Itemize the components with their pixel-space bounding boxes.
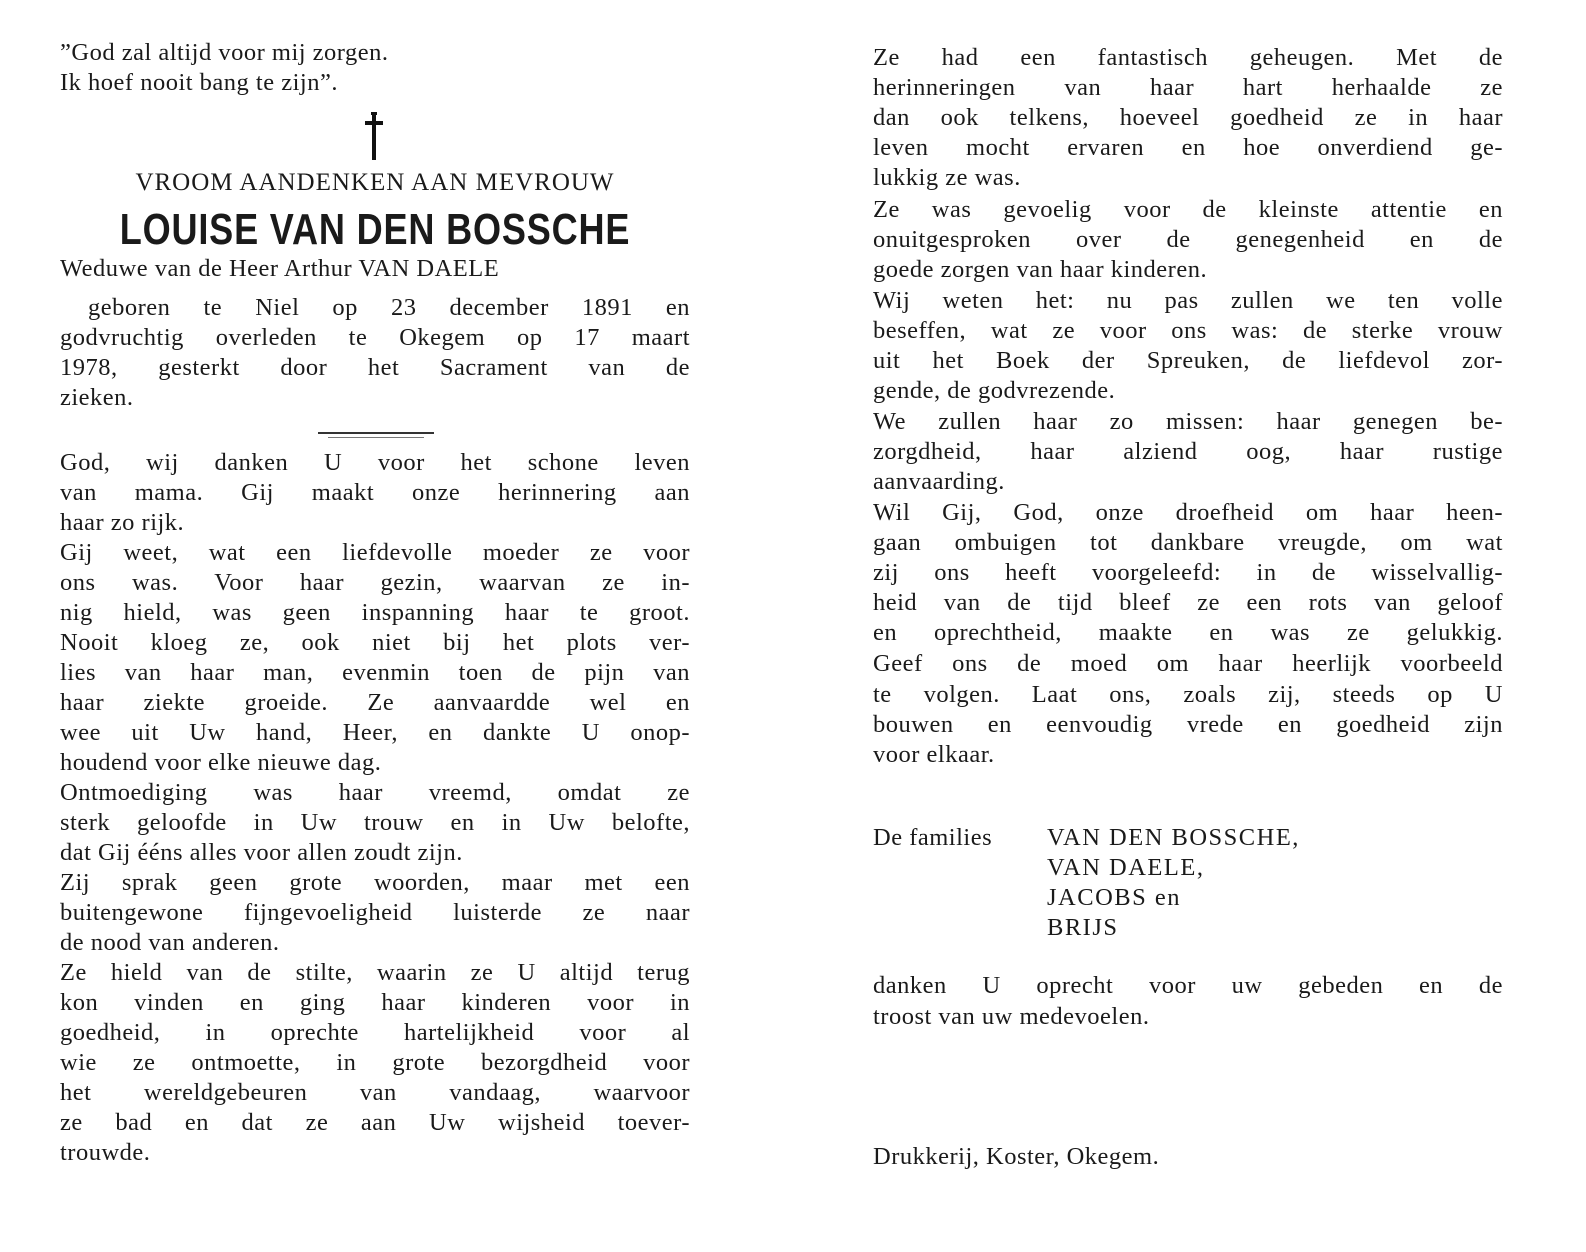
prayer-line: Nooit kloeg ze, ook niet bij het plots ver- [60,629,690,656]
prayer-line: Gij weet, wat een liefdevolle moeder ze voor [60,539,690,566]
text-line: bouwen en eenvoudig vrede en goedheid zijn [873,711,1503,738]
prayer-line: nig hield, was geen inspanning haar te groot. [60,599,690,626]
text-line: leven mocht ervaren en hoe onverdiend ge- [873,134,1503,161]
text-line: lukkig ze was. [873,164,1021,191]
text-line: heid van de tijd bleef ze een rots van geloof [873,589,1503,616]
text-line: gaan ombuigen tot dankbare vreugde, om wat [873,529,1503,556]
thanks-line: troost van uw medevoelen. [873,1003,1150,1030]
motto-line: ”God zal altijd voor mij zorgen. [60,39,389,66]
families-label: De families [873,824,993,851]
family-name: VAN DEN BOSSCHE, [1047,824,1300,851]
bio-line: geboren te Niel op 23 december 1891 en [88,294,690,321]
prayer-line: haar zo rijk. [60,509,185,536]
prayer-line: dat Gij ééns alles voor allen zoudt zijn. [60,839,463,866]
text-line: voor elkaar. [873,741,995,768]
bio-line: 1978, gesterkt door het Sacrament van de [60,354,690,381]
text-line: Ze was gevoelig voor de kleinste attentie en [873,196,1503,223]
prayer-line: kon vinden en ging haar kinderen voor in [60,989,690,1016]
section-divider [318,432,434,434]
prayer-line: ze bad en dat ze aan Uw wijsheid toever- [60,1109,690,1136]
text-line: aanvaarding. [873,468,1005,495]
text-line: uit het Boek der Spreuken, de liefdevol zor- [873,347,1503,374]
thanks-line: danken U oprecht voor uw gebeden en de [873,972,1503,999]
text-line: goede zorgen van haar kinderen. [873,256,1208,283]
prayer-line: lies van haar man, evenmin toen de pijn van [60,659,690,686]
text-line: zorgdheid, haar alziend oog, haar rustige [873,438,1503,465]
prayer-line: sterk geloofde in Uw trouw en in Uw belofte, [60,809,690,836]
text-line: herinneringen van haar hart herhaalde ze [873,74,1503,101]
prayer-line: buitengewone fijngevoeligheid luisterde ze naar [60,899,690,926]
prayer-line: het wereldgebeuren van vandaag, waarvoor [60,1079,690,1106]
prayer-line: trouwde. [60,1139,151,1166]
cross-icon [363,112,385,160]
text-line: Geef ons de moed om haar heerlijk voorbeeld [873,650,1503,677]
family-name: BRIJS [1047,914,1119,941]
text-line: zij ons heeft voorgeleefd: in de wisselvallig- [873,559,1503,586]
printer-credit: Drukkerij, Koster, Okegem. [873,1143,1160,1170]
prayer-line: goedheid, in oprechte hartelijkheid voor al [60,1019,690,1046]
motto-line: Ik hoef nooit bang te zijn”. [60,69,338,96]
prayer-line: Ze hield van de stilte, waarin ze U altijd terug [60,959,690,986]
prayer-line: wee uit Uw hand, Heer, en dankte U onop- [60,719,690,746]
prayer-line: van mama. Gij maakt onze herinnering aan [60,479,690,506]
text-line: Wil Gij, God, onze droefheid om haar heen- [873,499,1503,526]
bio-line: godvruchtig overleden te Okegem op 17 maart [60,324,690,351]
widow-line: Weduwe van de Heer Arthur VAN DAELE [60,255,500,282]
prayer-line: ons was. Voor haar gezin, waarvan ze in- [60,569,690,596]
text-line: Ze had een fantastisch geheugen. Met de [873,44,1503,71]
text-line: te volgen. Laat ons, zoals zij, steeds op U [873,681,1503,708]
text-line: gende, de godvrezende. [873,377,1116,404]
prayer-line: God, wij danken U voor het schone leven [60,449,690,476]
text-line: en oprechtheid, maakte en was ze gelukkig. [873,619,1503,646]
text-line: onuitgesproken over de genegenheid en de [873,226,1503,253]
family-name: VAN DAELE, [1047,854,1205,881]
deceased-name: LOUISE VAN DEN BOSSCHE [119,205,631,254]
prayer-line: de nood van anderen. [60,929,280,956]
text-line: We zullen haar zo missen: haar genegen be- [873,408,1503,435]
family-name: JACOBS en [1047,884,1181,911]
text-line: dan ook telkens, hoeveel goedheid ze in haar [873,104,1503,131]
text-line: Wij weten het: nu pas zullen we ten volle [873,287,1503,314]
prayer-line: Ontmoediging was haar vreemd, omdat ze [60,779,690,806]
text-line: beseffen, wat ze voor ons was: de sterke vrouw [873,317,1503,344]
prayer-line: houdend voor elke nieuwe dag. [60,749,382,776]
prayer-line: Zij sprak geen grote woorden, maar met een [60,869,690,896]
memorial-heading: VROOM AANDENKEN AAN MEVROUW [135,169,615,196]
prayer-line: wie ze ontmoette, in grote bezorgdheid voor [60,1049,690,1076]
prayer-line: haar ziekte groeide. Ze aanvaardde wel en [60,689,690,716]
bio-line: zieken. [60,384,134,411]
